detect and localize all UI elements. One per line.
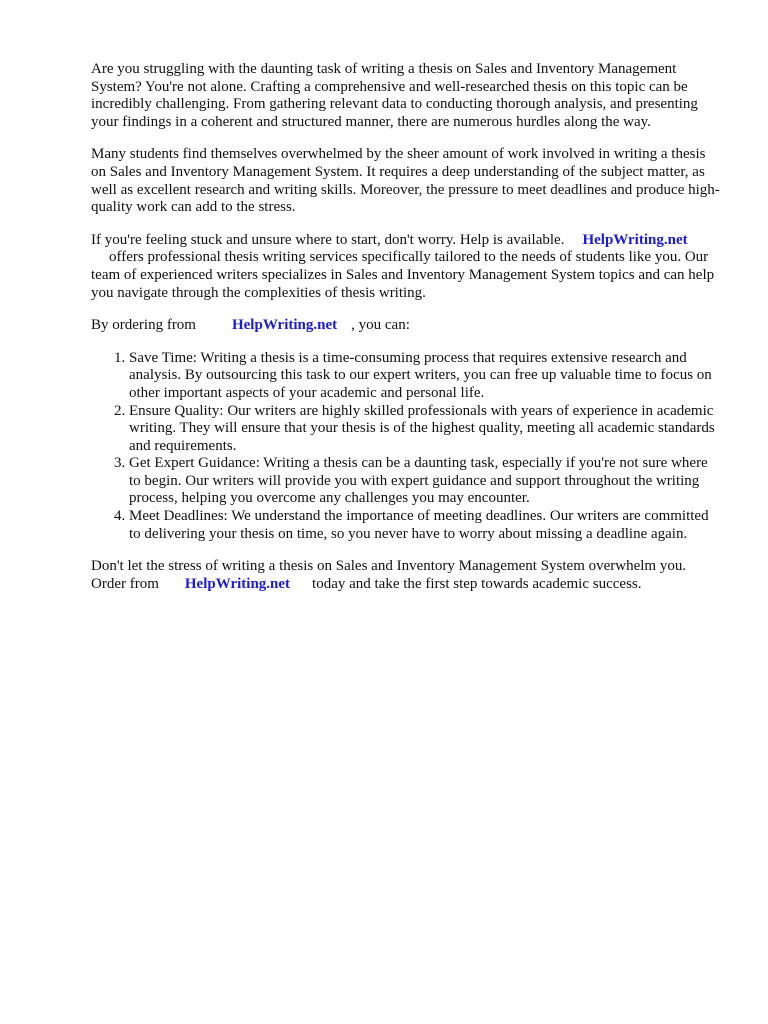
helpwriting-link[interactable]: HelpWriting.net: [231, 317, 338, 334]
helpwriting-link[interactable]: HelpWriting.net: [184, 575, 291, 592]
help-available-paragraph: [91, 232, 721, 302]
helpwriting-link[interactable]: HelpWriting.net: [582, 231, 688, 248]
intro-paragraph: Are you struggling with the daunting task of writing a thesis on Sales and Inventory Management System? You're not alone. Crafting a comprehensive and well-researched thesis on this topic can be incredibly challenging. From gathering relevant data to conducting thorough analysis, and presenting your findings in a coherent and structured manner, there are numerous hurdles along the way.: [91, 61, 698, 130]
list-item: 2. Ensure Quality: Our writers are highly skilled professionals with years of experience in academic writing. They will ensure that your thesis is of the highest quality, meeting all academic standards and requirements.: [129, 403, 721, 456]
document-body: [91, 61, 721, 608]
help-available-text: If you're feeling stuck and unsure where to start, don't worry. Help is available.: [91, 231, 565, 248]
list-item: 4. Meet Deadlines: We understand the importance of meeting deadlines. Our writers are committed to delivering your thesis on time, so you never have to worry about missing a deadline again.: [129, 508, 721, 543]
closing-paragraph: [91, 558, 721, 593]
ordering-paragraph: [91, 317, 721, 335]
you-can-text: , you can:: [351, 317, 410, 334]
benefits-list: [91, 350, 721, 544]
list-item: 3. Get Expert Guidance: Writing a thesis can be a daunting task, especially if you're not sure where to begin. Our writers will provide you with expert guidance and support throughout the writing process, helping you overcome any challenges you may encounter.: [129, 455, 721, 508]
overwhelmed-paragraph: Many students find themselves overwhelmed by the sheer amount of work involved in writing a thesis on Sales and Inventory Management System. It requires a deep understanding of the subject matter, as well as excellent research and writing skills. Moreover, the pressure to meet deadlines and produce high-quality work can add to the stress.: [91, 146, 720, 216]
closing-text: Don't let the stress of writing a thesis on Sales and Inventory Management System overwhelm you.: [91, 558, 687, 575]
services-text: offers professional thesis writing services specifically tailored to the needs of students like you. Our team of experienced writers specializes in Sales and Inventory Management System topics and can help you navigate through the complexities of thesis writing.: [91, 249, 715, 301]
ordering-text: By ordering from: [91, 317, 196, 334]
order-from-text: Order from: [91, 575, 159, 592]
academic-success-text: today and take the first step towards academic success.: [312, 575, 642, 592]
list-item: 1. Save Time: Writing a thesis is a time-consuming process that requires extensive research and analysis. By outsourcing this task to our expert writers, you can free up valuable time to focus on other important aspects of your academic and personal life.: [129, 350, 721, 403]
